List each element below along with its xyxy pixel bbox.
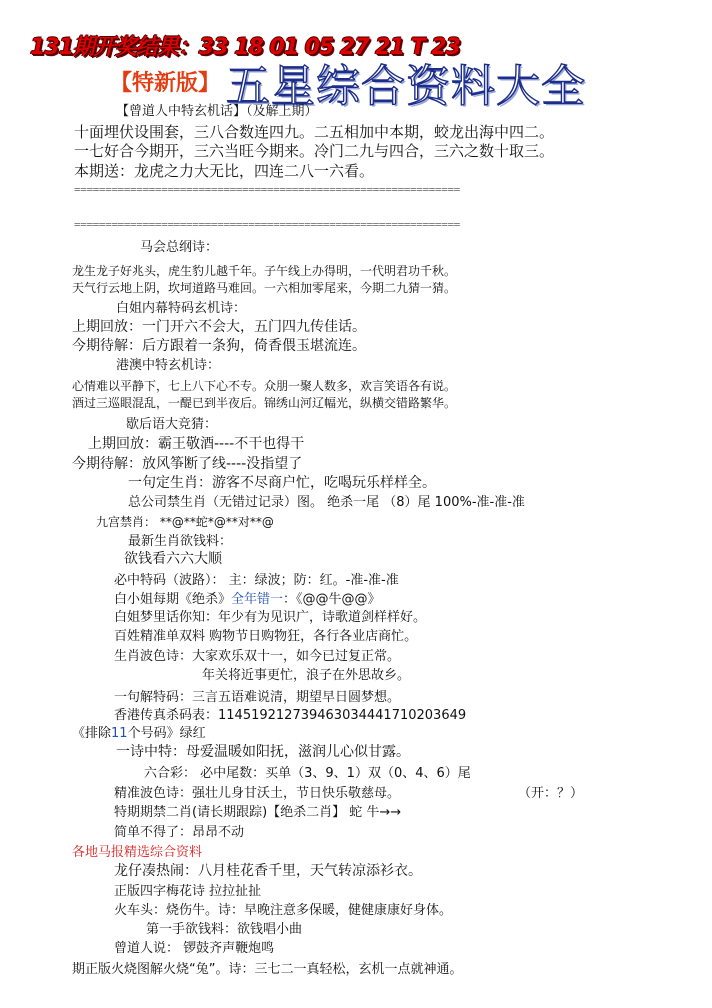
- baixiaojie-prefix: 白小姐每期《绝杀》: [114, 592, 232, 607]
- baijie-heading: 白姐内幕特码玄机诗：: [116, 301, 247, 316]
- riddle-heading: 【曾道人中特玄机话】（及解上期）: [116, 104, 318, 119]
- regional-footer: 期正版火烧图解火烧“兔”。诗：三七二一真轻松，玄机一点就神通。: [72, 962, 463, 977]
- item-yijuding: 一句定生肖：游客不尽商户忙，吃喝玩乐样样全。: [128, 475, 436, 491]
- item-bizhong: 必中特码（波路）： 主：绿波；防：红。-准-准-准: [114, 573, 399, 588]
- draw-result-banner: 131期开奖结果：33 18 01 05 27 21 T 23: [30, 35, 460, 60]
- paichu-count: 11: [111, 726, 128, 741]
- regional-longzai: 龙仔凑热闹：八月桂花香千里，天气转凉添衫衣。: [114, 863, 422, 879]
- riddle-line: 一七好合今期开，三六当旺今期来。冷门二九与四合，三六之数十取三。: [74, 142, 555, 160]
- item-liuhe: 六合彩： 必中尾数：买单（3、9、1）双（0、4、6）尾: [144, 766, 471, 781]
- poem-line: 龙生龙子好兆头，虎生豹儿越千年。子午线上办得明，一代明君功千秋。: [72, 264, 457, 278]
- item-boshi-2: 年关将近事更忙，浪子在外思故乡。: [202, 668, 411, 683]
- hk-heading: 港澳中特玄机诗：: [116, 358, 221, 373]
- baixiaojie-suffix: ：《@@牛@@》: [283, 592, 381, 607]
- page-title: 五星综合资料大全: [226, 61, 586, 112]
- item-boshi-1: 生肖波色诗：大家欢乐双十一，如今已过复正常。: [114, 649, 401, 664]
- xiehou-heading: 歇后语大竞猜：: [126, 417, 218, 432]
- hk-line: 酒过三巡眼混乱，一醍已到半夜后。锦绣山河辽幅光，纵横交错路繁华。: [72, 396, 457, 410]
- item-jingzhun: 精准波色诗：强壮儿身甘沃土，节日快乐敬慈母。: [114, 786, 401, 801]
- item-baixiaojie: [114, 588, 381, 607]
- separator: ==============================================================: [74, 218, 460, 231]
- hk-line: 心情难以平静下，七上八下心不专。众朋一聚人数多，欢言笑语各有说。: [72, 379, 457, 393]
- item-mengli: 白姐梦里话你知：年少有为见识广，诗歌道剑样样好。: [114, 610, 427, 625]
- item-yuqian: 欲钱看六六大顺: [124, 551, 222, 567]
- regional-zhengban: 正版四字梅花诗 拉拉扯扯: [114, 884, 262, 899]
- item-tete: 特期期禁二肖(请长期跟踪)【绝杀二肖】 蛇 牛→→: [114, 805, 402, 820]
- regional-zengdao: 曾道人说： 锣鼓齐声鞭炮鸣: [114, 941, 275, 956]
- item-paichu: [72, 722, 206, 741]
- paichu-prefix: 《排除: [72, 726, 112, 741]
- item-zonggongsi: 总公司禁生肖（无错过记录）图。 绝杀一尾 （8）尾 100%-准-准-准: [128, 495, 525, 510]
- regional-huoche: 火车头：烧伤牛。诗：早晚注意多保暖，健健康康好身体。: [114, 903, 453, 918]
- item-jiugong: 九宫禁肖： **@**蛇*@**对**@: [96, 515, 274, 529]
- item-jiandan: 简单不得了：昂昂不动: [114, 825, 245, 840]
- baixiaojie-highlight: 全年错一: [231, 592, 284, 607]
- item-zuixin: 最新生肖欲钱料：: [128, 534, 233, 549]
- item-chuanzhen: 香港传真杀码表：11451921273946303444171020364​9: [114, 708, 467, 723]
- poem-heading: 马会总纲诗：: [140, 240, 219, 255]
- baijie-prev: 上期回放：一门开六不会大，五门四九传佳话。: [72, 319, 366, 335]
- baijie-now: 今期待解：后方跟着一条狗，倚香偎玉堪流连。: [72, 338, 366, 354]
- edition-label: 【特新版】: [110, 71, 221, 96]
- riddle-line: 十面埋伏设围套，三八合数连四九。二五相加中本期，蛟龙出海中四二。: [74, 123, 555, 141]
- separator: ==============================================================: [74, 183, 460, 196]
- regional-heading: 各地马报精选综合资料: [72, 845, 203, 860]
- item-kai: （开：？）: [518, 786, 584, 801]
- xiehou-prev: 上期回放：霸王敬酒----不干也得干: [88, 436, 305, 452]
- item-yishi: 一诗中特：母爱温暖如阳抚，滋润儿心似甘露。: [116, 744, 410, 760]
- poem-line: 天气行云地上阴，坎坷道路马难回。一六相加零尾来，今期二九猜一猜。: [72, 281, 457, 295]
- item-yijujie: 一句解特码：三言五语难说清，期望早日圆梦想。: [114, 690, 401, 705]
- riddle-line: 本期送：龙虎之力大无比，四连二八一六看。: [74, 162, 375, 180]
- regional-diyishou: 第一手欲钱料：欲钱唱小曲: [146, 922, 303, 937]
- paichu-suffix: 个号码》绿红: [127, 726, 206, 741]
- xiehou-now: 今期待解：放风筝断了线----没指望了: [72, 456, 303, 472]
- item-baixing: 百姓精准单双料 购物节日购物狂，各行各业店商忙。: [114, 629, 418, 644]
